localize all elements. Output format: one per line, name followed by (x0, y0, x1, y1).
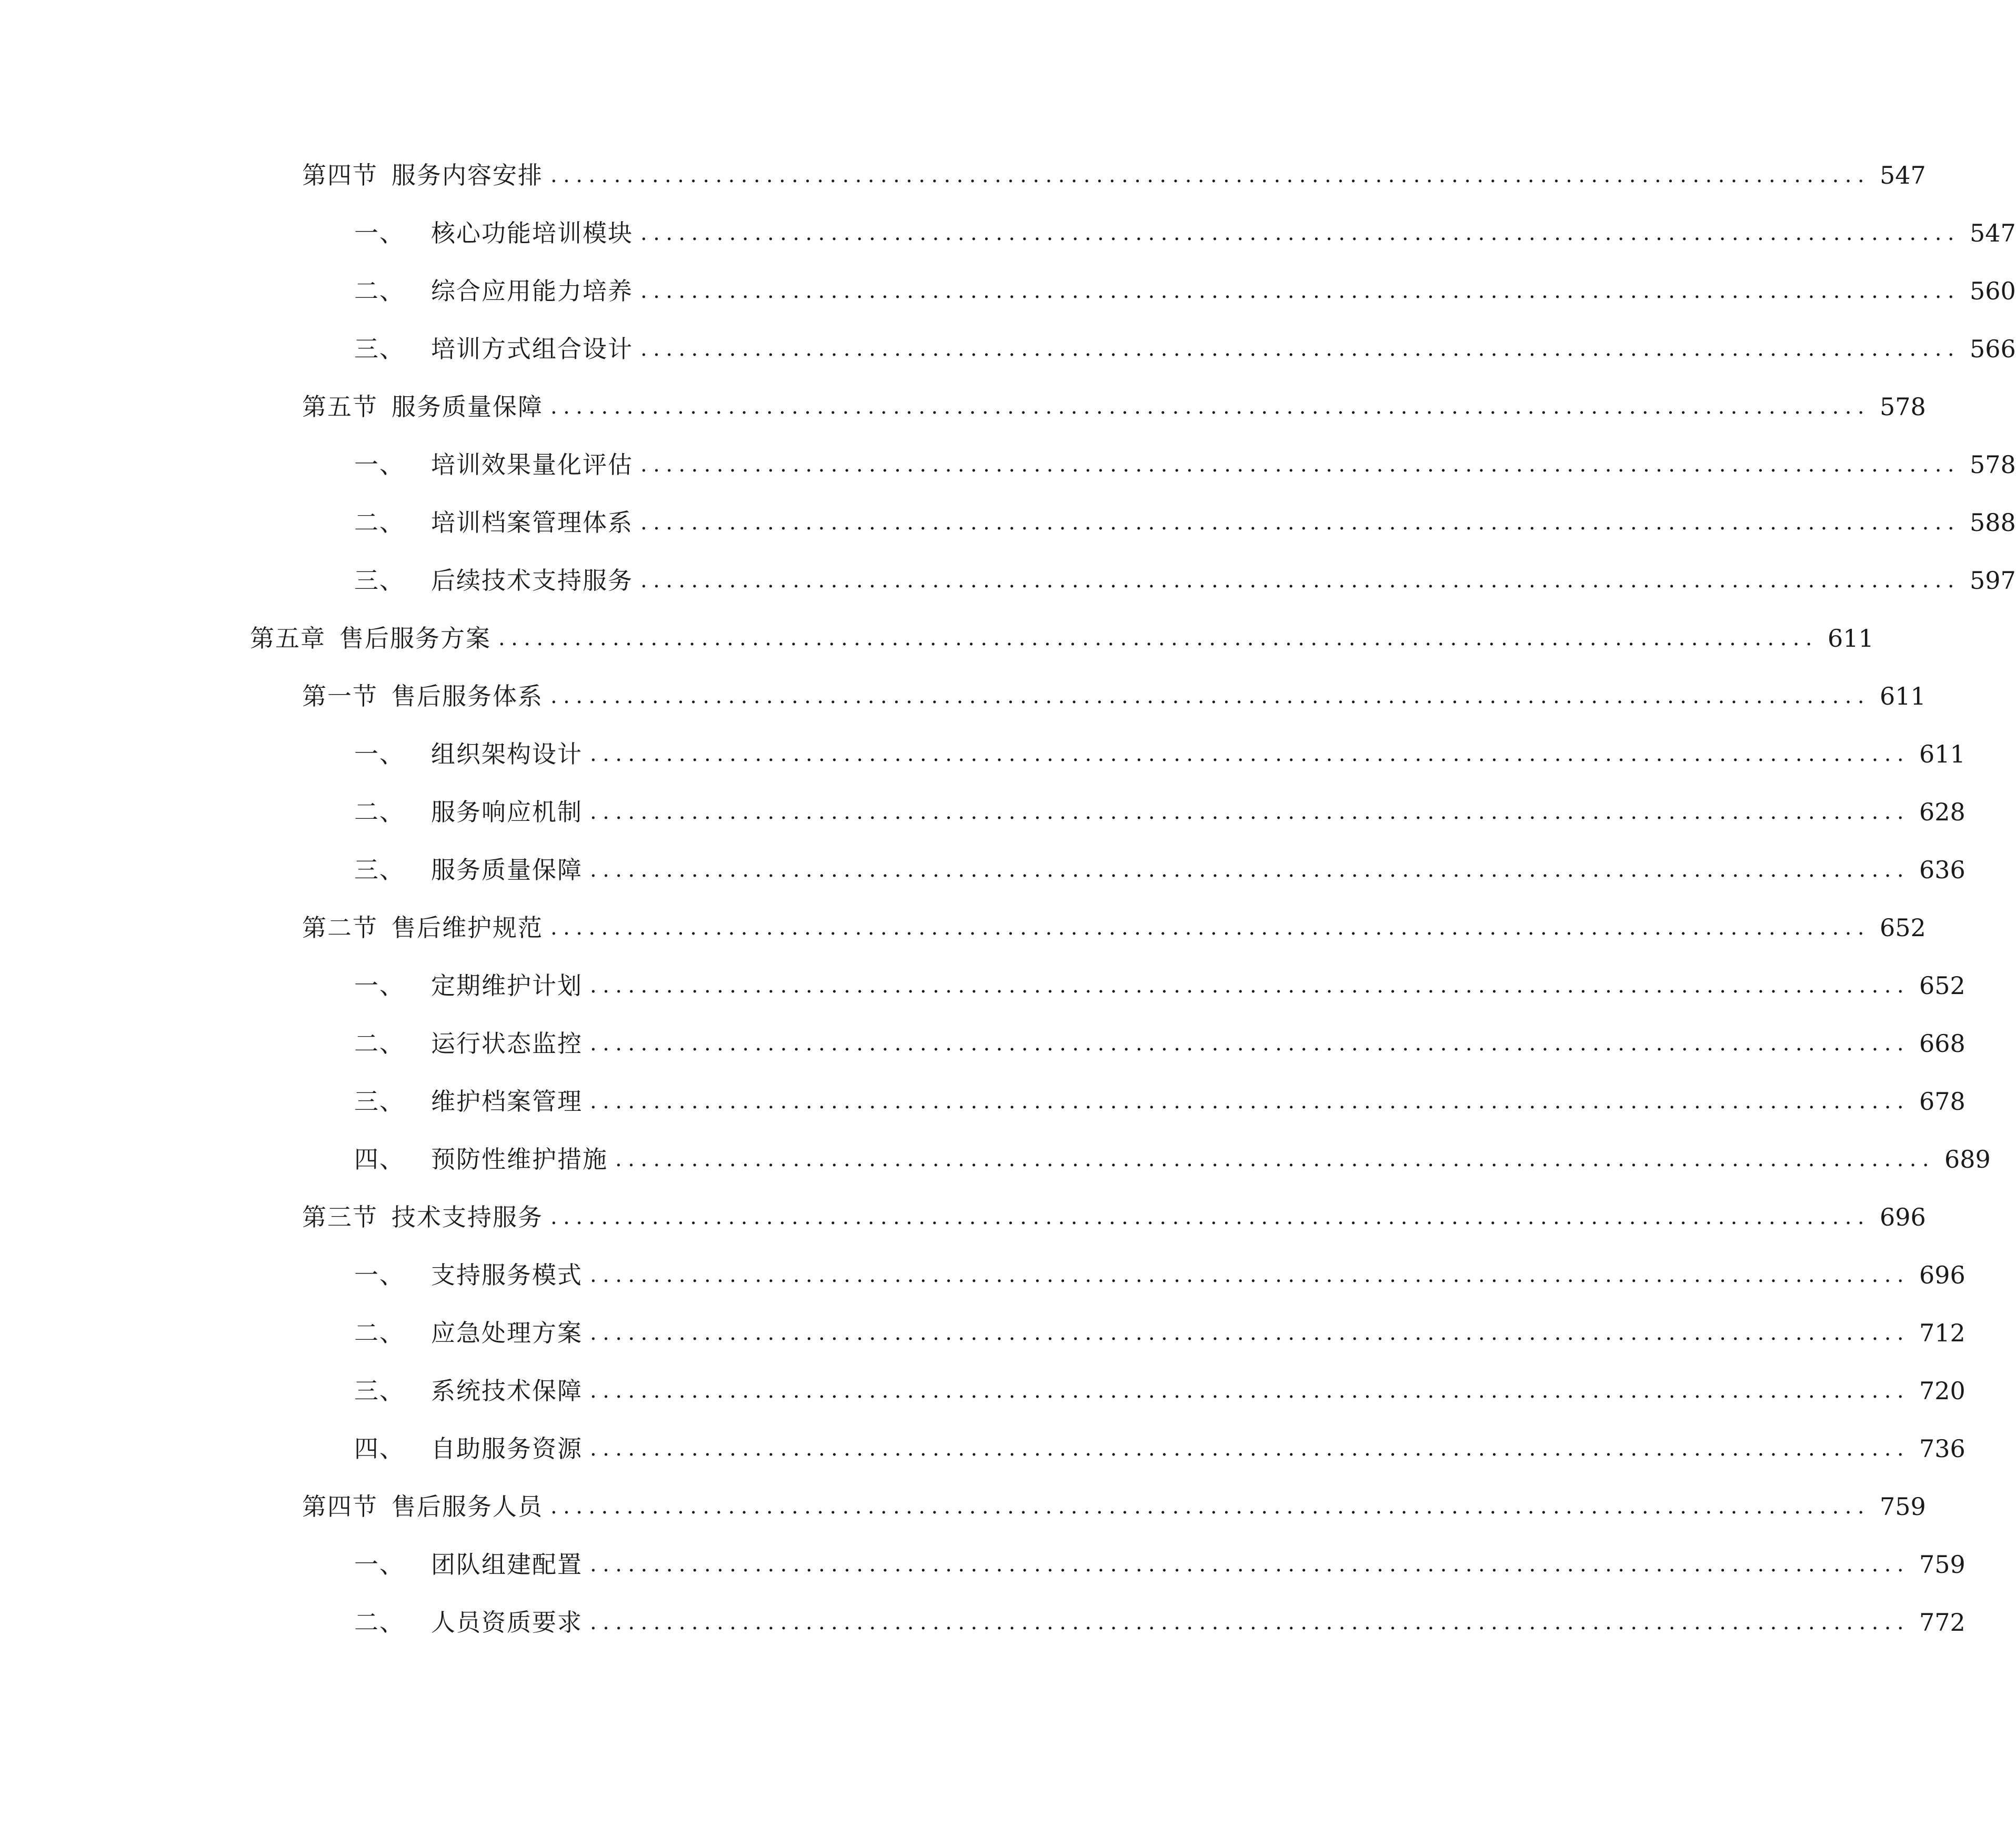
toc-entry-number: 二、 (354, 508, 405, 537)
toc-entry-title: 综合应用能力培养 (431, 277, 633, 305)
toc-entry-number: 第四节 (302, 1492, 378, 1521)
toc-entry[interactable] (302, 909, 1926, 946)
toc-entry[interactable] (354, 736, 1965, 772)
toc-leader-dots: ........................................................................................................ (590, 1437, 1910, 1461)
toc-leader-dots: ........................................................................................................ (590, 1031, 1910, 1056)
toc-entry[interactable] (302, 678, 1926, 715)
toc-entry-page: 652 (1879, 914, 1926, 942)
toc-entry-number: 一、 (354, 450, 405, 479)
toc-entry-page: 597 (1969, 566, 2016, 595)
toc-entry-number: 四、 (354, 1145, 405, 1173)
toc-entry-title: 培训方式组合设计 (431, 335, 633, 363)
toc-entry[interactable] (354, 967, 1965, 1004)
toc-entry-title: 后续技术支持服务 (431, 566, 633, 595)
toc-entry-page: 547 (1969, 219, 2016, 247)
toc-entry-page: 547 (1879, 161, 1926, 189)
toc-leader-dots: ........................................................................................................ (590, 800, 1910, 824)
toc-entry-title: 技术支持服务 (392, 1203, 543, 1231)
toc-leader-dots: ........................................................................................................ (640, 221, 1960, 245)
toc-entry-number: 第二节 (302, 914, 378, 942)
toc-entry-page: 566 (1969, 335, 2016, 363)
toc-entry[interactable] (354, 1604, 1965, 1641)
toc-entry-title: 维护档案管理 (431, 1087, 583, 1116)
toc-entry[interactable] (354, 504, 2016, 541)
toc-leader-dots: ........................................................................................................ (590, 1552, 1910, 1577)
toc-leader-dots: ........................................................................................................ (550, 684, 1870, 708)
toc-leader-dots: ........................................................................................................ (640, 337, 1960, 361)
toc-entry-page: 720 (1919, 1377, 1965, 1405)
toc-entry-page: 736 (1919, 1434, 1965, 1463)
toc-entry-number: 三、 (354, 1377, 405, 1405)
toc-entry-title: 售后服务方案 (339, 624, 491, 653)
toc-entry[interactable] (250, 620, 1874, 657)
toc-leader-dots: ........................................................................................................ (590, 1379, 1910, 1403)
toc-entry-title: 系统技术保障 (431, 1377, 583, 1405)
toc-entry-title: 应急处理方案 (431, 1319, 583, 1347)
toc-entry[interactable] (302, 1199, 1926, 1236)
toc-entry-title: 自助服务资源 (431, 1434, 583, 1463)
toc-leader-dots: ........................................................................................................ (640, 279, 1960, 303)
toc-leader-dots: ........................................................................................................ (550, 916, 1870, 940)
toc-entry-number: 一、 (354, 971, 405, 1000)
toc-entry-page: 578 (1879, 393, 1926, 421)
toc-entry-number: 第五章 (250, 624, 326, 653)
toc-entry[interactable] (354, 851, 1965, 888)
toc-entry-number: 一、 (354, 219, 405, 247)
toc-entry-title: 服务内容安排 (392, 161, 543, 189)
toc-leader-dots: ........................................................................................................ (550, 1205, 1870, 1229)
toc-entry-number: 四、 (354, 1434, 405, 1463)
toc-entry-page: 689 (1944, 1145, 1991, 1173)
toc-leader-dots: ........................................................................................................ (590, 742, 1910, 766)
toc-entry-number: 第五节 (302, 393, 378, 421)
toc-leader-dots: ........................................................................................................ (550, 163, 1870, 187)
toc-entry-title: 人员资质要求 (431, 1608, 583, 1637)
toc-leader-dots: ........................................................................................................ (498, 626, 1818, 650)
toc-entry-page: 772 (1919, 1608, 1965, 1637)
toc-entry-page: 759 (1879, 1492, 1926, 1521)
toc-entry-page: 611 (1919, 740, 1965, 768)
toc-entry[interactable] (354, 1257, 1965, 1293)
toc-entry[interactable] (354, 1372, 1965, 1409)
toc-entry-page: 696 (1879, 1203, 1926, 1231)
toc-entry-page: 712 (1919, 1319, 1965, 1347)
toc-entry-title: 培训档案管理体系 (431, 508, 633, 537)
toc-entry[interactable] (354, 446, 2016, 483)
toc-entry-page: 588 (1969, 508, 2016, 537)
toc-leader-dots: ........................................................................................................ (615, 1147, 1935, 1171)
toc-entry-page: 611 (1879, 682, 1926, 710)
toc-entry-page: 678 (1919, 1087, 1965, 1116)
toc-entry-page: 628 (1919, 798, 1965, 826)
toc-entry-title: 预防性维护措施 (431, 1145, 608, 1173)
toc-leader-dots: ........................................................................................................ (550, 1494, 1870, 1519)
toc-entry-number: 第四节 (302, 161, 378, 189)
toc-entry-title: 培训效果量化评估 (431, 450, 633, 479)
toc-entry[interactable] (354, 273, 2016, 309)
toc-entry[interactable] (354, 1141, 1991, 1178)
toc-entry[interactable] (354, 1025, 1965, 1062)
toc-entry-page: 578 (1969, 450, 2016, 479)
toc-entry[interactable] (354, 330, 2016, 367)
toc-leader-dots: ........................................................................................................ (590, 1089, 1910, 1113)
toc-entry-number: 第三节 (302, 1203, 378, 1231)
toc-entry-title: 服务质量保障 (392, 393, 543, 421)
toc-entry-page: 759 (1919, 1550, 1965, 1579)
toc-entry[interactable] (302, 157, 1926, 194)
toc-entry-title: 运行状态监控 (431, 1029, 583, 1058)
toc-entry-title: 服务质量保障 (431, 856, 583, 884)
toc-entry-number: 二、 (354, 1029, 405, 1058)
toc-leader-dots: ........................................................................................................ (590, 1263, 1910, 1287)
toc-entry-page: 668 (1919, 1029, 1965, 1058)
toc-entry-title: 核心功能培训模块 (431, 219, 633, 247)
toc-entry-page: 611 (1827, 624, 1874, 653)
toc-entry[interactable] (354, 1546, 1965, 1583)
toc-entry-number: 一、 (354, 1261, 405, 1289)
toc-entry-title: 售后服务体系 (392, 682, 543, 710)
toc-entry-number: 三、 (354, 856, 405, 884)
toc-leader-dots: ........................................................................................................ (640, 568, 1960, 593)
toc-entry-page: 652 (1919, 971, 1965, 1000)
toc-entry[interactable] (302, 388, 1926, 425)
toc-entry-page: 636 (1919, 856, 1965, 884)
toc-entry-number: 第一节 (302, 682, 378, 710)
toc-entry-title: 组织架构设计 (431, 740, 583, 768)
toc-leader-dots: ........................................................................................................ (590, 1321, 1910, 1345)
toc-entry-number: 二、 (354, 798, 405, 826)
toc-entry-number: 二、 (354, 1608, 405, 1637)
toc-leader-dots: ........................................................................................................ (590, 1610, 1910, 1634)
toc-entry[interactable] (354, 215, 2016, 252)
toc-entry-title: 服务响应机制 (431, 798, 583, 826)
toc-leader-dots: ........................................................................................................ (590, 858, 1910, 882)
toc-entry[interactable] (354, 562, 2016, 599)
toc-entry-title: 定期维护计划 (431, 971, 583, 1000)
toc-entry-title: 团队组建配置 (431, 1550, 583, 1579)
toc-entry-number: 三、 (354, 335, 405, 363)
toc-entry-page: 696 (1919, 1261, 1965, 1289)
toc-entry-page: 560 (1969, 277, 2016, 305)
toc-entry-number: 一、 (354, 1550, 405, 1579)
toc-entry-number: 二、 (354, 1319, 405, 1347)
toc-entry-number: 二、 (354, 277, 405, 305)
toc-leader-dots: ........................................................................................................ (640, 510, 1960, 535)
toc-leader-dots: ........................................................................................................ (550, 395, 1870, 419)
toc-entry-title: 售后服务人员 (392, 1492, 543, 1521)
toc-entry[interactable] (354, 1315, 1965, 1351)
toc-entry[interactable] (354, 1083, 1965, 1120)
toc-entry[interactable] (302, 1488, 1926, 1525)
toc-entry-title: 售后维护规范 (392, 914, 543, 942)
toc-entry-number: 三、 (354, 1087, 405, 1116)
toc-leader-dots: ........................................................................................................ (590, 974, 1910, 998)
toc-entry-number: 一、 (354, 740, 405, 768)
toc-entry-number: 三、 (354, 566, 405, 595)
toc-entry[interactable] (354, 1430, 1965, 1467)
toc-entry-title: 支持服务模式 (431, 1261, 583, 1289)
toc-entry[interactable] (354, 794, 1965, 830)
toc-leader-dots: ........................................................................................................ (640, 453, 1960, 477)
